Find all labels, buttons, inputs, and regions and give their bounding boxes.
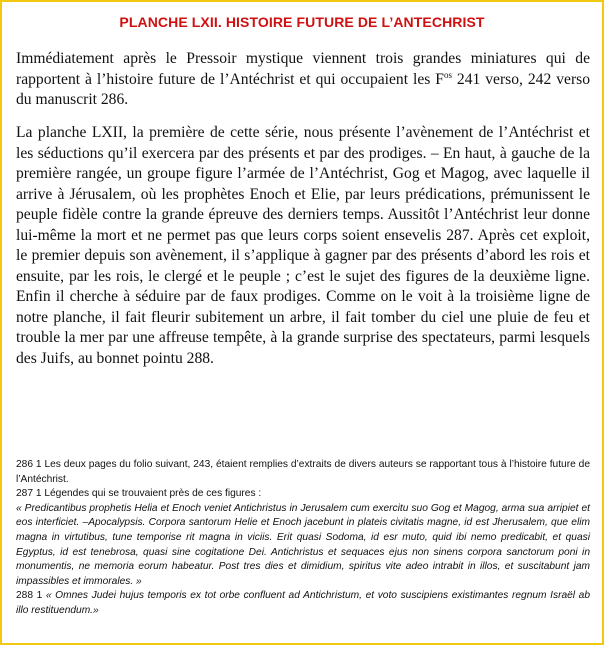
footnote-288-number: 288 1 xyxy=(16,590,46,602)
footnote-287-quote: « Predicantibus prophetis Helia et Enoch veniet Antichristus in Jerusalem cum exercitu suo Gog et Magog, arma sua arripiet et eos interficiet. –Apocalypsis. Corpora santorum Helie et Enoch jacebunt in plateis civitatis magne, id est Jherusalem, que elim magna in virtutibus, tune temporise rit magna in viciis. Erit quasi Sodoma, id esr muto, quid ibi nemo predicabit, et quasi Egyptus, id est tenebrosa, quasi sine cogitatione Dei. Antichristus et sequaces ejus non sinens corpora sanctorum poni in monumentis, ne memoria eorum habeatur. Post tres dies et dimidium, spiritus vite adeo intrabit in illos, et suscitabunt jam impassibles et immorales. » xyxy=(16,502,590,587)
footnote-286: 286 1 Les deux pages du folio suivant, 243, étaient remplies d’extraits de divers auteurs se rapportant tous à l’histoire future de l’Antéchrist. xyxy=(16,459,590,485)
paragraph-intro-text-end: 241 verso, 242 verso du manuscrit 286. xyxy=(16,70,591,108)
footnote-287-intro: 287 1 Légendes qui se trouvaient près de ces figures : xyxy=(16,488,262,500)
paragraph-intro-text: Immédiatement après le Pressoir mystique viennent trois grandes miniatures qui de rapportent à l’histoire future de l’Antéchrist et qui occupaient les F xyxy=(16,50,590,88)
footnote-288-quote: « Omnes Judei hujus temporis ex tot orbe confluent ad Antichristum, et voto suscipiens existimantes regnum Israël ab illo restituendum.» xyxy=(16,590,591,616)
footnotes-section xyxy=(16,458,590,619)
folio-superscript: os xyxy=(443,69,452,80)
footnote-288 xyxy=(16,589,590,618)
paragraph-intro xyxy=(16,49,590,111)
page-title: PLANCHE LXII. HISTOIRE FUTURE DE L’ANTECHRIST xyxy=(119,14,485,30)
paragraph-description: La planche LXII, la première de cette série, nous présente l’avènement de l’Antéchrist et les séductions qu’il exercera par des présents et par des prodiges. – En haut, à gauche de la première rangée, un groupe figure l’armée de l’Antéchrist, Gog et Magog, avec laquelle il arrive à Jérusalem, où les prophètes Enoch et Elie, par leurs prédications, prémunissent le peuple fidèle contre la grande épreuve des derniers temps. Aussitôt l’Antéchrist leur donne lui-même la mort et ne permet pas que leurs corps soient ensevelis 287. Après cet exploit, le premier depuis son avènement, il s’applique à gagner par des présents d’abord les rois et ensuite, par les rois, le clergé et le peuple ; c’est le sujet des figures de la deuxième ligne. Enfin il cherche à séduire par de faux prodiges. Comme on le voit à la troisième ligne de notre planche, il fait fleurir subitement un arbre, il fait tomber du ciel une pluie de feu et trouble la mer par une affreuse tempête, à la grande surprise des spectateurs, parmi lesquels des Juifs, au bonnet pointu 288. xyxy=(16,124,590,367)
